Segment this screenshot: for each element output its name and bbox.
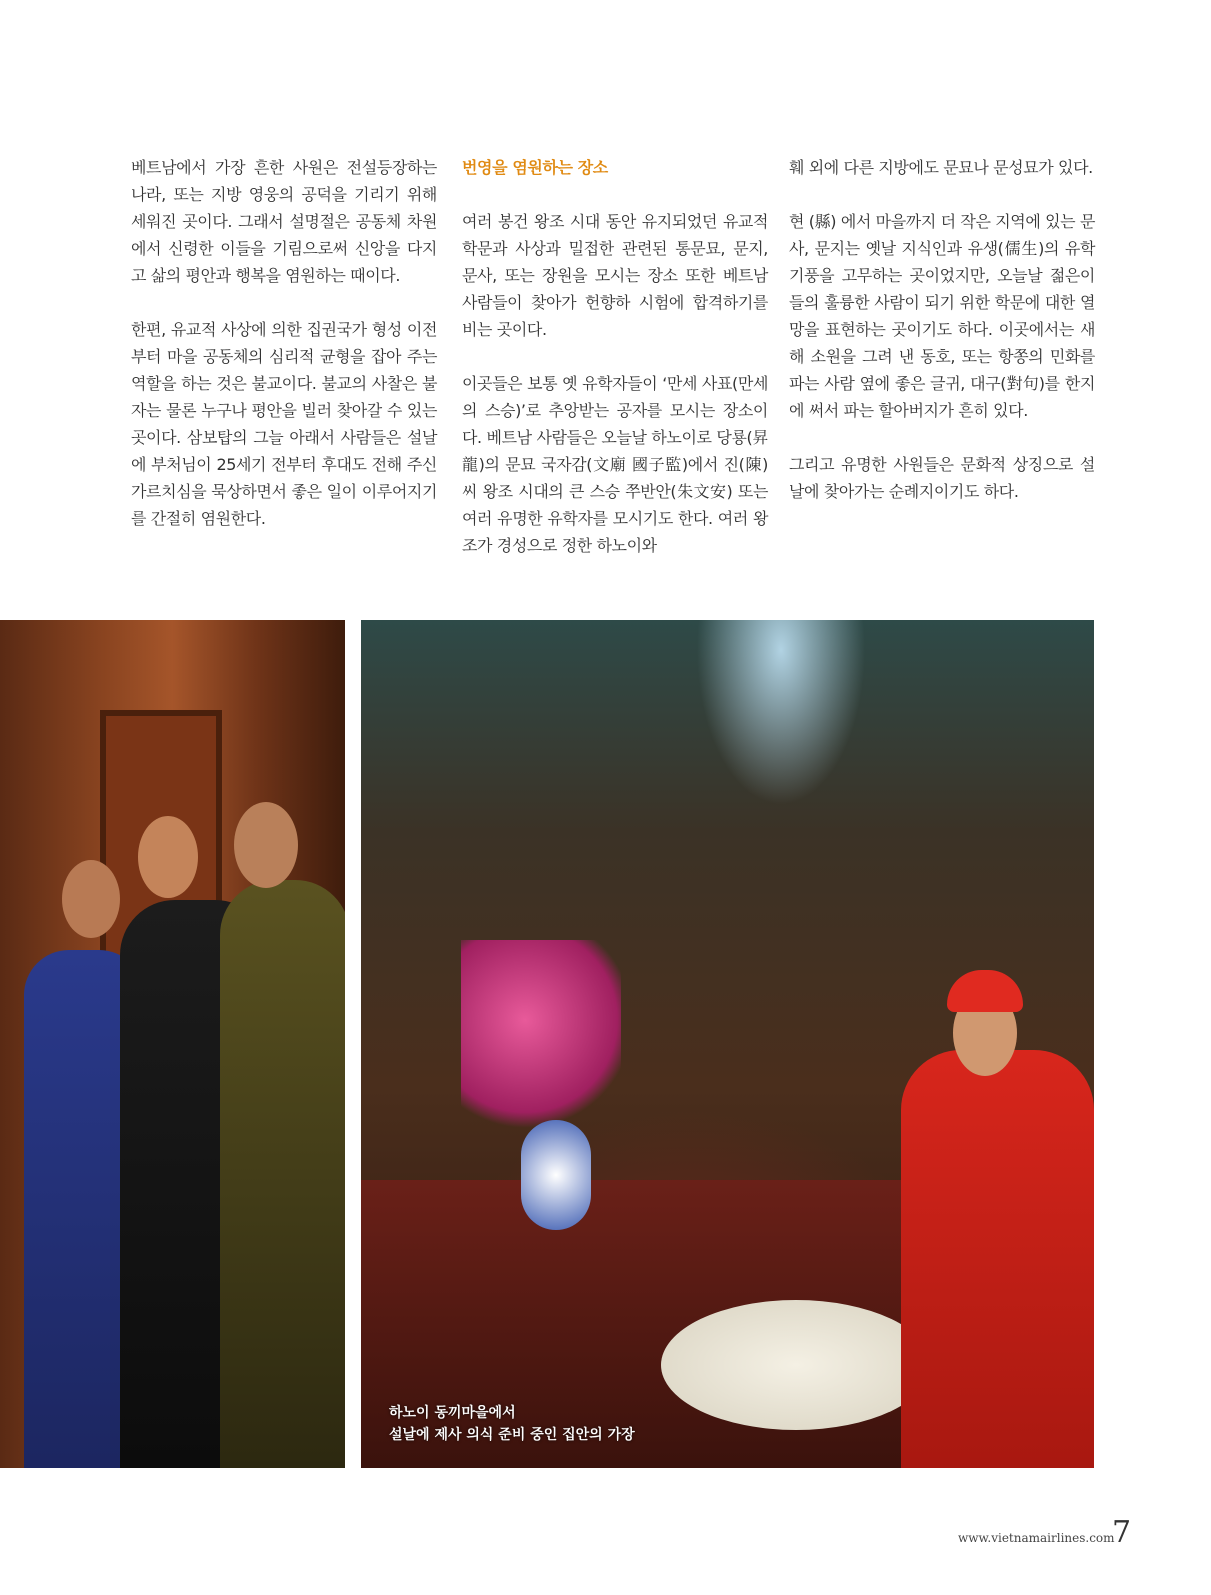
head	[138, 816, 198, 898]
paragraph: 베트남에서 가장 흔한 사원은 전설등장하는 나라, 또는 지방 영웅의 공덕을 기리기 위해 세워진 곳이다. 그래서 설명절은 공동체 차원에서 신령한 이들을 기림으로써 신앙을 다지고 삶의 평안과 행복을 염원하는 때이다.	[131, 158, 437, 285]
photo-elders-at-temple	[0, 620, 345, 1468]
figure-olive-robe	[220, 880, 345, 1468]
page-number: 7	[1112, 1515, 1132, 1550]
paragraph: 여러 봉건 왕조 시대 동안 유지되었던 유교적 학문과 사상과 밀접한 관련된 통문묘, 문지, 문사, 또는 장원을 모시는 장소 또한 베트남 사람들이 찾아가 헌향하 시험에 합격하기를 비는 곳이다.	[462, 212, 768, 339]
section-heading: 번영을 염원하는 장소	[462, 158, 608, 177]
red-hat	[947, 970, 1023, 1012]
vase	[521, 1120, 591, 1230]
photo-altar-ceremony	[361, 620, 1094, 1468]
man-in-red-robe	[901, 1050, 1094, 1468]
caption-line-1: 하노이 동끼마을에서	[389, 1405, 516, 1421]
head	[234, 802, 298, 888]
sticky-rice-offering	[661, 1300, 931, 1430]
photo-caption	[389, 1402, 635, 1446]
footer-url: www.vietnamairlines.com	[958, 1531, 1115, 1545]
text-column-1	[131, 154, 437, 559]
text-column-2	[462, 154, 768, 586]
paragraph: 이곳들은 보통 옛 유학자들이 ‘만세 사표(만세의 스승)’로 추앙받는 공자를 모시는 장소이다. 베트남 사람들은 오늘날 하노이로 당룡(昇龍)의 문묘 국자감(文廟 國子監)에서 진(陳)씨 왕조 시대의 큰 스승 쭈반안(朱文安) 또는 여러 유명한 유학자를 모시기도 한다. 여러 왕조가 경성으로 정한 하노이와	[462, 374, 768, 555]
paragraph: 한편, 유교적 사상에 의한 집권국가 형성 이전부터 마을 공동체의 심리적 균형을 잡아 주는 역할을 하는 것은 불교이다. 불교의 사찰은 불자는 물론 누구나 평안을 빌러 찾아갈 수 있는 곳이다. 삼보탑의 그늘 아래서 사람들은 설날에 부처님이 25세기 전부터 후대도 전해 주신 가르치심을 묵상하면서 좋은 일이 이루어지기를 간절히 염원한다.	[131, 320, 437, 528]
paragraph: 훼 외에 다른 지방에도 문묘나 문성묘가 있다.	[789, 158, 1093, 177]
flowers	[461, 940, 621, 1140]
paragraph: 현 (縣) 에서 마을까지 더 작은 지역에 있는 문사, 문지는 옛날 지식인과 유생(儒生)의 유학 기풍을 고무하는 곳이었지만, 오늘날 젊은이들의 훌륭한 사람이 되기 위한 학문에 대한 열망을 표현하는 곳이기도 하다. 이곳에서는 새해 소원을 그려 낸 동호, 또는 항쫑의 민화를 파는 사람 옆에 좋은 글귀, 대구(對句)를 한지에 써서 파는 할아버지가 흔히 있다.	[789, 212, 1095, 420]
text-column-3	[789, 154, 1095, 532]
paragraph: 그리고 유명한 사원들은 문화적 상징으로 설날에 찾아가는 순례지이기도 하다.	[789, 455, 1095, 501]
caption-line-2: 설날에 제사 의식 준비 중인 집안의 가장	[389, 1427, 635, 1443]
head	[62, 860, 120, 938]
